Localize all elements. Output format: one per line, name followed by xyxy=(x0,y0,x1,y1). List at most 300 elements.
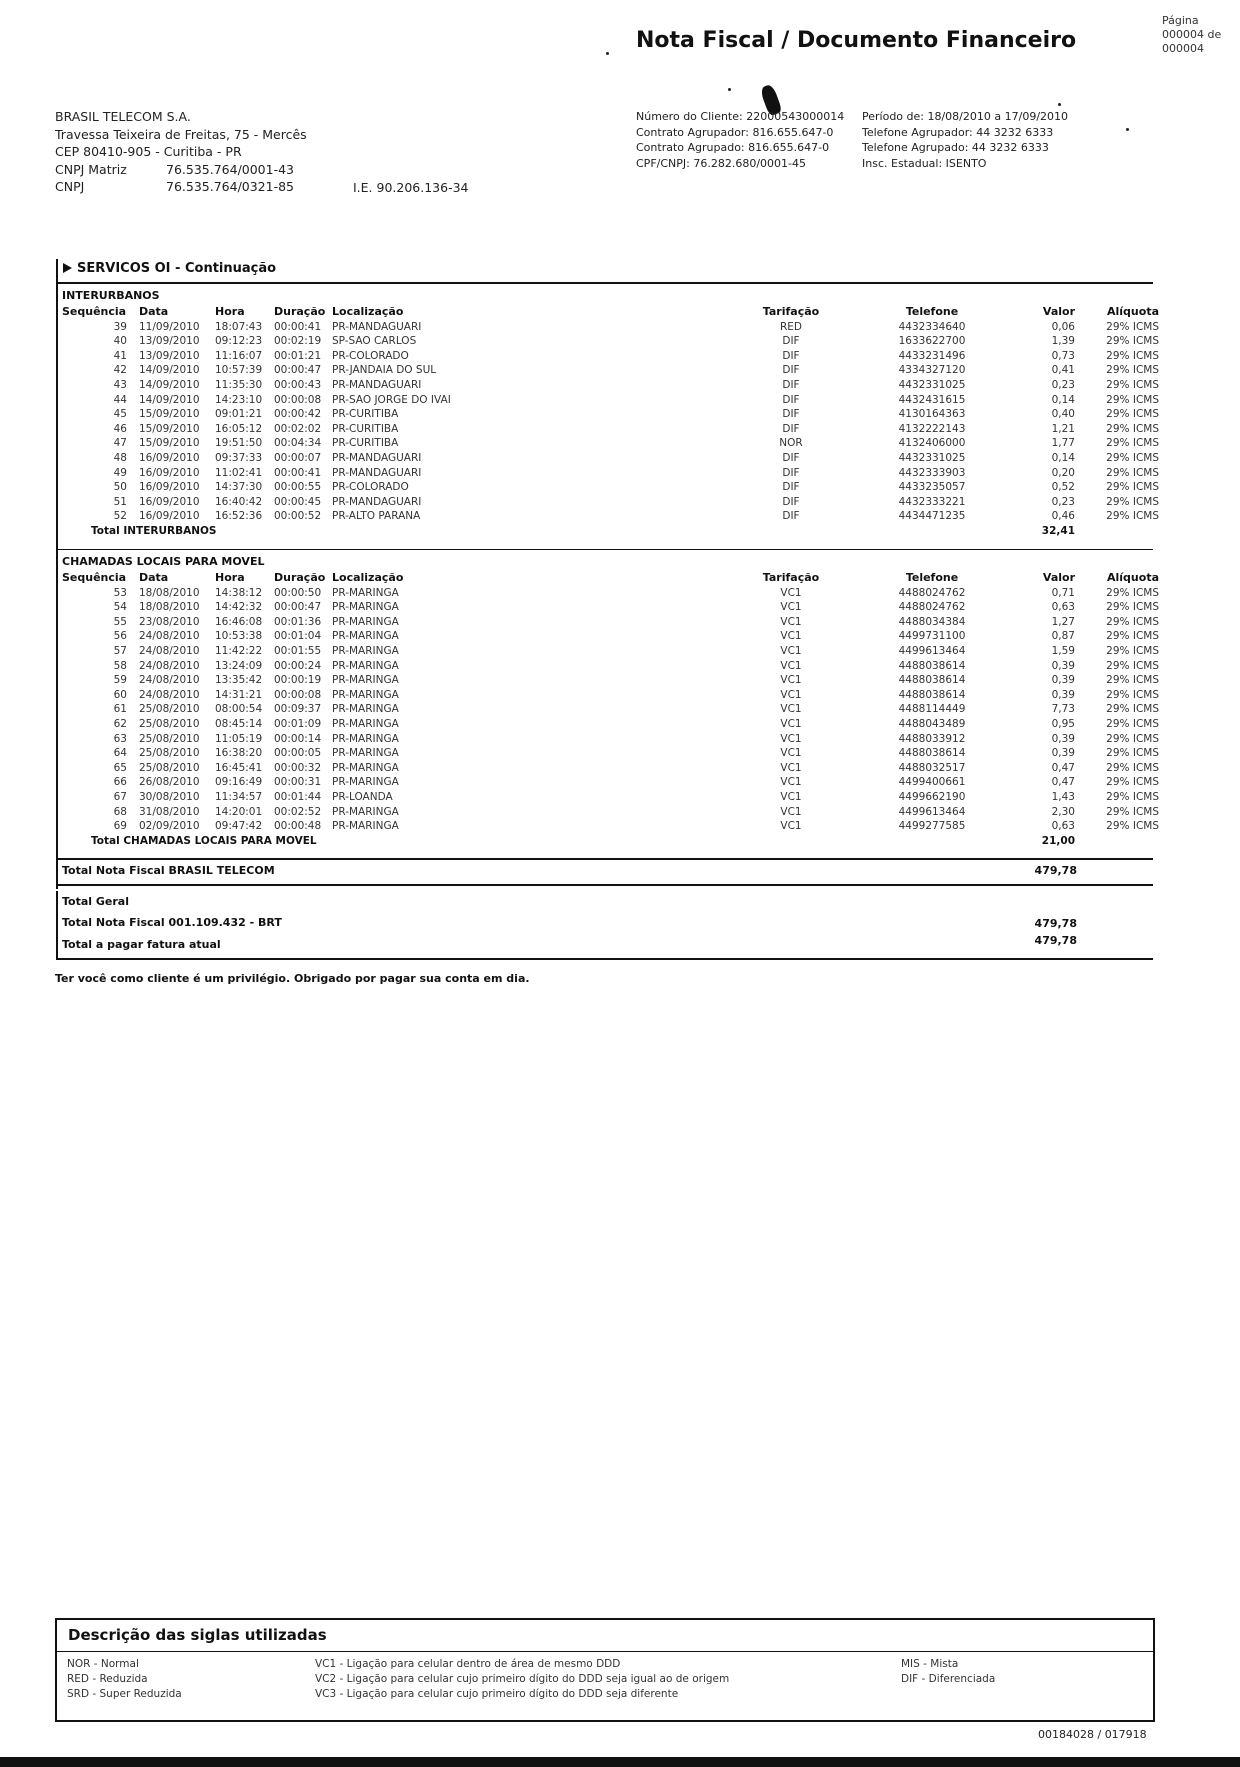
cell-sequencia: 45 xyxy=(113,408,127,421)
col-header-telefone: Telefone xyxy=(905,305,959,318)
cell-tarifacao: VC1 xyxy=(780,805,802,818)
company-cep: CEP 80410-905 - Curitiba - PR xyxy=(55,144,242,159)
cell-duracao: 00:02:52 xyxy=(274,805,322,818)
table-row xyxy=(62,775,1162,790)
cell-tarifacao: VC1 xyxy=(780,674,802,687)
cell-hora: 16:38:20 xyxy=(215,747,263,760)
cell-aliquota: 29% ICMS xyxy=(1106,422,1159,435)
cell-hora: 13:35:42 xyxy=(215,674,263,687)
cell-sequencia: 65 xyxy=(113,761,127,774)
cnpj-row xyxy=(55,178,307,196)
cell-telefone: 4432331025 xyxy=(898,451,966,464)
total-locais-movel-value: 21,00 xyxy=(1041,834,1075,847)
cell-localizacao: PR-MARINGA xyxy=(332,805,399,818)
total-nota-brt-label: Total Nota Fiscal BRASIL TELECOM xyxy=(62,864,275,877)
cell-hora: 11:05:19 xyxy=(215,732,263,745)
document-title: Nota Fiscal / Documento Financeiro xyxy=(636,28,1077,53)
cell-valor: 1,27 xyxy=(1051,615,1075,628)
cell-aliquota: 29% ICMS xyxy=(1106,437,1159,450)
table-row xyxy=(62,688,1162,703)
table-row xyxy=(62,732,1162,747)
legend-item: VC1 - Ligação para celular dentro de área de mesmo DDD xyxy=(315,1658,621,1670)
cell-telefone: 4132406000 xyxy=(898,437,966,450)
cell-localizacao: SP-SAO CARLOS xyxy=(332,335,417,348)
table-row xyxy=(62,629,1162,644)
col-header-sequencia: Sequência xyxy=(62,571,127,584)
table-header-row xyxy=(62,571,1162,586)
cell-hora: 19:51:50 xyxy=(215,437,263,450)
cell-localizacao: PR-MARINGA xyxy=(332,747,399,760)
col-header-sequencia: Sequência xyxy=(62,305,127,318)
cell-localizacao: PR-LOANDA xyxy=(332,790,393,803)
cell-sequencia: 51 xyxy=(113,495,127,508)
cell-aliquota: 29% ICMS xyxy=(1106,408,1159,421)
table-row xyxy=(62,746,1162,761)
cell-localizacao: PR-MARINGA xyxy=(332,776,399,789)
cell-telefone: 4488033912 xyxy=(898,732,966,745)
cell-aliquota: 29% ICMS xyxy=(1106,378,1159,391)
cell-sequencia: 44 xyxy=(113,393,127,406)
empty-cell xyxy=(1075,524,1162,539)
cell-data: 14/09/2010 xyxy=(139,393,200,406)
cell-valor: 0,63 xyxy=(1051,601,1075,614)
document-control-number: 00184028 / 017918 xyxy=(1038,1728,1147,1741)
cell-sequencia: 63 xyxy=(113,732,127,745)
col-header-duracao: Duração xyxy=(274,571,326,584)
cell-telefone: 4488038614 xyxy=(898,747,966,760)
cell-localizacao: PR-MARINGA xyxy=(332,820,399,833)
cell-sequencia: 41 xyxy=(113,349,127,362)
cell-localizacao: PR-COLORADO xyxy=(332,349,409,362)
cell-data: 26/08/2010 xyxy=(139,776,200,789)
cell-hora: 08:00:54 xyxy=(215,703,263,716)
total-interurbanos-value: 32,41 xyxy=(1041,524,1075,537)
cell-telefone: 4132222143 xyxy=(898,422,966,435)
cell-tarifacao: VC1 xyxy=(780,586,802,599)
cell-tarifacao: DIF xyxy=(782,451,800,464)
cell-valor: 0,63 xyxy=(1051,820,1075,833)
cell-telefone: 4432431615 xyxy=(898,393,966,406)
cell-valor: 0,73 xyxy=(1051,349,1075,362)
total-pagar-value: 479,78 xyxy=(1034,934,1077,947)
cell-telefone: 4488114449 xyxy=(898,703,966,716)
cell-hora: 14:42:32 xyxy=(215,601,263,614)
cell-duracao: 00:02:19 xyxy=(274,335,322,348)
cell-tarifacao: DIF xyxy=(782,510,800,523)
cell-telefone: 4433235057 xyxy=(898,481,966,494)
phone-grouper: Telefone Agrupador: 44 3232 6333 xyxy=(862,125,1054,139)
cell-hora: 08:45:14 xyxy=(215,717,263,730)
cell-localizacao: PR-MARINGA xyxy=(332,615,399,628)
cell-aliquota: 29% ICMS xyxy=(1106,364,1159,377)
cell-localizacao: PR-CURITIBA xyxy=(332,408,399,421)
cell-tarifacao: DIF xyxy=(782,481,800,494)
cell-aliquota: 29% ICMS xyxy=(1106,466,1159,479)
cell-valor: 0,40 xyxy=(1051,408,1075,421)
legend-item: DIF - Diferenciada xyxy=(901,1673,996,1685)
cell-valor: 1,43 xyxy=(1051,790,1075,803)
cell-localizacao: PR-MANDAGUARI xyxy=(332,451,422,464)
speck xyxy=(728,88,731,91)
cell-hora: 11:34:57 xyxy=(215,790,263,803)
cell-duracao: 00:02:02 xyxy=(274,422,322,435)
cell-telefone: 4488038614 xyxy=(898,659,966,672)
cell-duracao: 00:00:08 xyxy=(274,393,322,406)
cell-sequencia: 40 xyxy=(113,335,127,348)
cell-tarifacao: RED xyxy=(779,320,802,333)
summary-left-rule xyxy=(56,891,58,960)
phone-grouped: Telefone Agrupado: 44 3232 6333 xyxy=(862,141,1049,154)
cell-valor: 0,46 xyxy=(1051,510,1075,523)
page-label: Página xyxy=(1162,14,1199,27)
table-row xyxy=(62,586,1162,601)
cell-tarifacao: VC1 xyxy=(780,703,802,716)
col-header-data: Data xyxy=(139,571,169,584)
cell-hora: 13:24:09 xyxy=(215,659,263,672)
cell-duracao: 00:00:41 xyxy=(274,466,322,479)
cell-sequencia: 61 xyxy=(113,703,127,716)
cell-aliquota: 29% ICMS xyxy=(1106,495,1159,508)
cnpj-matriz-row xyxy=(55,161,307,179)
group-divider xyxy=(56,549,1153,550)
cell-sequencia: 47 xyxy=(113,437,127,450)
cell-aliquota: 29% ICMS xyxy=(1106,776,1159,789)
client-cpf-cnpj: CPF/CNPJ: 76.282.680/0001-45 xyxy=(636,156,806,170)
cnpj-label: CNPJ xyxy=(55,179,85,194)
cell-localizacao: PR-SAO JORGE DO IVAI xyxy=(332,393,451,406)
cell-valor: 0,52 xyxy=(1051,481,1075,494)
cell-tarifacao: DIF xyxy=(782,378,800,391)
col-header-aliquota: Alíquota xyxy=(1107,305,1159,318)
cell-aliquota: 29% ICMS xyxy=(1106,644,1159,657)
cell-data: 14/09/2010 xyxy=(139,378,200,391)
cell-localizacao: PR-MARINGA xyxy=(332,674,399,687)
cell-duracao: 00:01:55 xyxy=(274,644,322,657)
cell-telefone: 4499731100 xyxy=(898,630,966,643)
cell-aliquota: 29% ICMS xyxy=(1106,805,1159,818)
cell-data: 02/09/2010 xyxy=(139,820,200,833)
cell-sequencia: 56 xyxy=(113,630,127,643)
cell-hora: 16:05:12 xyxy=(215,422,263,435)
page-number: 000004 de xyxy=(1162,28,1222,41)
col-header-valor: Valor xyxy=(1042,571,1075,584)
cell-sequencia: 58 xyxy=(113,659,127,672)
cell-aliquota: 29% ICMS xyxy=(1106,790,1159,803)
cell-sequencia: 64 xyxy=(113,747,127,760)
cell-duracao: 00:01:36 xyxy=(274,615,322,628)
total-nota-bottom-rule xyxy=(56,884,1153,886)
table-row xyxy=(62,600,1162,615)
cell-duracao: 00:00:52 xyxy=(274,510,322,523)
cell-aliquota: 29% ICMS xyxy=(1106,335,1159,348)
cell-telefone: 4334327120 xyxy=(898,364,966,377)
cell-aliquota: 29% ICMS xyxy=(1106,586,1159,599)
cell-duracao: 00:00:55 xyxy=(274,481,322,494)
cell-localizacao: PR-MARINGA xyxy=(332,732,399,745)
cell-valor: 0,23 xyxy=(1051,495,1075,508)
company-address: Travessa Teixeira de Freitas, 75 - Mercês xyxy=(55,126,307,142)
cell-tarifacao: VC1 xyxy=(780,644,802,657)
cell-data: 31/08/2010 xyxy=(139,805,200,818)
cell-valor: 0,47 xyxy=(1051,776,1075,789)
cell-duracao: 00:00:24 xyxy=(274,659,322,672)
cell-sequencia: 49 xyxy=(113,466,127,479)
cell-telefone: 4432334640 xyxy=(898,320,966,333)
cell-data: 13/09/2010 xyxy=(139,349,200,362)
table-row xyxy=(62,805,1162,820)
cell-tarifacao: DIF xyxy=(782,349,800,362)
cell-localizacao: PR-MARINGA xyxy=(332,688,399,701)
cell-sequencia: 39 xyxy=(113,320,127,333)
cell-sequencia: 68 xyxy=(113,805,127,818)
legend-col-outros xyxy=(901,1657,995,1687)
cell-valor: 0,71 xyxy=(1051,586,1075,599)
cell-valor: 0,39 xyxy=(1051,674,1075,687)
cell-data: 11/09/2010 xyxy=(139,320,200,333)
cell-data: 24/08/2010 xyxy=(139,674,200,687)
cell-hora: 11:16:07 xyxy=(215,349,263,362)
total-geral-label: Total Geral xyxy=(62,895,129,908)
cell-valor: 0,06 xyxy=(1051,320,1075,333)
triangle-bullet-icon xyxy=(63,263,72,273)
state-registration: Insc. Estadual: ISENTO xyxy=(862,156,987,170)
cell-data: 25/08/2010 xyxy=(139,717,200,730)
cell-aliquota: 29% ICMS xyxy=(1106,320,1159,333)
cell-telefone: 4488032517 xyxy=(898,761,966,774)
locais-movel-table xyxy=(62,571,1162,848)
cell-aliquota: 29% ICMS xyxy=(1106,761,1159,774)
cell-hora: 10:57:39 xyxy=(215,364,263,377)
table-row xyxy=(62,509,1162,524)
cell-aliquota: 29% ICMS xyxy=(1106,451,1159,464)
cell-data: 24/08/2010 xyxy=(139,688,200,701)
cell-localizacao: PR-MANDAGUARI xyxy=(332,378,422,391)
cell-data: 25/08/2010 xyxy=(139,703,200,716)
total-nota-fiscal-value: 479,78 xyxy=(1034,917,1077,930)
cell-localizacao: PR-MARINGA xyxy=(332,630,399,643)
cell-data: 24/08/2010 xyxy=(139,644,200,657)
cell-data: 24/08/2010 xyxy=(139,630,200,643)
cell-sequencia: 43 xyxy=(113,378,127,391)
legend-divider xyxy=(57,1651,1153,1652)
client-number: Número do Cliente: 22000543000014 xyxy=(636,110,845,123)
col-header-telefone: Telefone xyxy=(905,571,959,584)
col-header-localizacao: Localização xyxy=(332,305,404,318)
thank-you-message: Ter você como cliente é um privilégio. Obrigado por pagar sua conta em dia. xyxy=(55,972,530,985)
col-header-valor: Valor xyxy=(1042,305,1075,318)
cell-valor: 0,39 xyxy=(1051,688,1075,701)
cell-telefone: 4434471235 xyxy=(898,510,966,523)
cell-telefone: 4488034384 xyxy=(898,615,966,628)
cell-hora: 14:20:01 xyxy=(215,805,263,818)
cell-data: 25/08/2010 xyxy=(139,761,200,774)
cell-tarifacao: VC1 xyxy=(780,732,802,745)
group-title-interurbanos: INTERURBANOS xyxy=(62,289,160,302)
cell-tarifacao: VC1 xyxy=(780,615,802,628)
cell-valor: 0,47 xyxy=(1051,761,1075,774)
cell-duracao: 00:00:47 xyxy=(274,601,322,614)
cell-hora: 11:42:22 xyxy=(215,644,263,657)
cell-hora: 09:12:23 xyxy=(215,335,263,348)
cell-tarifacao: VC1 xyxy=(780,659,802,672)
legend-item: RED - Reduzida xyxy=(67,1673,148,1685)
cell-telefone: 4488038614 xyxy=(898,688,966,701)
cell-valor: 1,39 xyxy=(1051,335,1075,348)
cell-duracao: 00:00:32 xyxy=(274,761,322,774)
table-row xyxy=(62,717,1162,732)
table-row xyxy=(62,466,1162,481)
cell-data: 18/08/2010 xyxy=(139,601,200,614)
cell-valor: 0,39 xyxy=(1051,732,1075,745)
cell-aliquota: 29% ICMS xyxy=(1106,601,1159,614)
cell-sequencia: 67 xyxy=(113,790,127,803)
cell-valor: 0,41 xyxy=(1051,364,1075,377)
cell-tarifacao: NOR xyxy=(779,437,803,450)
cell-data: 18/08/2010 xyxy=(139,586,200,599)
cell-tarifacao: VC1 xyxy=(780,688,802,701)
cell-localizacao: PR-MANDAGUARI xyxy=(332,466,422,479)
cell-aliquota: 29% ICMS xyxy=(1106,615,1159,628)
cell-aliquota: 29% ICMS xyxy=(1106,688,1159,701)
cnpj-matriz-value: 76.535.764/0001-43 xyxy=(166,161,295,177)
cell-data: 14/09/2010 xyxy=(139,364,200,377)
cell-duracao: 00:00:31 xyxy=(274,776,322,789)
inscricao-estadual: I.E. 90.206.136-34 xyxy=(353,180,469,195)
cell-valor: 2,30 xyxy=(1051,805,1075,818)
cell-duracao: 00:00:19 xyxy=(274,674,322,687)
cell-localizacao: PR-MARINGA xyxy=(332,644,399,657)
cell-tarifacao: VC1 xyxy=(780,761,802,774)
cell-duracao: 00:01:09 xyxy=(274,717,322,730)
cell-localizacao: PR-MANDAGUARI xyxy=(332,320,422,333)
cell-tarifacao: DIF xyxy=(782,335,800,348)
cell-data: 25/08/2010 xyxy=(139,732,200,745)
cell-tarifacao: VC1 xyxy=(780,747,802,760)
cell-sequencia: 60 xyxy=(113,688,127,701)
cell-valor: 1,21 xyxy=(1051,422,1075,435)
table-row xyxy=(62,451,1162,466)
cell-telefone: 4488024762 xyxy=(898,586,966,599)
table-row xyxy=(62,363,1162,378)
cell-duracao: 00:01:04 xyxy=(274,630,322,643)
cell-sequencia: 62 xyxy=(113,717,127,730)
cell-hora: 09:37:33 xyxy=(215,451,263,464)
cell-hora: 11:02:41 xyxy=(215,466,263,479)
cell-tarifacao: VC1 xyxy=(780,820,802,833)
col-header-tarifacao: Tarifação xyxy=(762,305,820,318)
col-header-hora: Hora xyxy=(215,571,245,584)
col-header-tarifacao: Tarifação xyxy=(762,571,820,584)
cell-localizacao: PR-MARINGA xyxy=(332,601,399,614)
cell-valor: 0,39 xyxy=(1051,747,1075,760)
cell-sequencia: 50 xyxy=(113,481,127,494)
table-row xyxy=(62,378,1162,393)
cell-localizacao: PR-CURITIBA xyxy=(332,437,399,450)
cell-hora: 14:23:10 xyxy=(215,393,263,406)
cell-aliquota: 29% ICMS xyxy=(1106,510,1159,523)
cell-sequencia: 69 xyxy=(113,820,127,833)
cell-telefone: 4488038614 xyxy=(898,674,966,687)
table-row xyxy=(62,436,1162,451)
legend-box xyxy=(55,1618,1155,1722)
cell-duracao: 00:00:08 xyxy=(274,688,322,701)
cell-sequencia: 42 xyxy=(113,364,127,377)
legend-col-tarifas xyxy=(67,1657,182,1702)
col-header-localizacao: Localização xyxy=(332,571,404,584)
cell-valor: 0,14 xyxy=(1051,393,1075,406)
total-nota-top-rule xyxy=(56,858,1153,860)
total-locais-movel-label: Total CHAMADAS LOCAIS PARA MOVEL xyxy=(91,834,317,847)
cell-hora: 14:37:30 xyxy=(215,481,263,494)
cell-localizacao: PR-MANDAGUARI xyxy=(332,495,422,508)
cell-tarifacao: VC1 xyxy=(780,630,802,643)
cell-duracao: 00:01:21 xyxy=(274,349,322,362)
cell-tarifacao: VC1 xyxy=(780,776,802,789)
cell-duracao: 00:00:47 xyxy=(274,364,322,377)
cell-sequencia: 46 xyxy=(113,422,127,435)
col-header-hora: Hora xyxy=(215,305,245,318)
cell-duracao: 00:00:07 xyxy=(274,451,322,464)
speck xyxy=(1058,103,1061,106)
cell-duracao: 00:09:37 xyxy=(274,703,322,716)
cell-data: 16/09/2010 xyxy=(139,466,200,479)
cell-telefone: 4499613464 xyxy=(898,805,966,818)
cell-data: 15/09/2010 xyxy=(139,408,200,421)
cell-aliquota: 29% ICMS xyxy=(1106,732,1159,745)
table-header-row xyxy=(62,305,1162,320)
cell-duracao: 00:01:44 xyxy=(274,790,322,803)
cell-data: 24/08/2010 xyxy=(139,659,200,672)
cell-hora: 18:07:43 xyxy=(215,320,263,333)
cell-hora: 09:16:49 xyxy=(215,776,263,789)
cell-sequencia: 53 xyxy=(113,586,127,599)
company-name: BRASIL TELECOM S.A. xyxy=(55,109,191,124)
cell-data: 15/09/2010 xyxy=(139,422,200,435)
cell-hora: 11:35:30 xyxy=(215,378,263,391)
contract-grouper: Contrato Agrupador: 816.655.647-0 xyxy=(636,125,834,139)
cell-telefone: 4130164363 xyxy=(898,408,966,421)
cell-tarifacao: DIF xyxy=(782,408,800,421)
cell-hora: 09:01:21 xyxy=(215,408,263,421)
cell-localizacao: PR-MARINGA xyxy=(332,703,399,716)
cell-valor: 0,23 xyxy=(1051,378,1075,391)
group-title-locais-movel: CHAMADAS LOCAIS PARA MOVEL xyxy=(62,555,265,568)
cell-localizacao: PR-ALTO PARANA xyxy=(332,510,421,523)
cell-duracao: 00:00:41 xyxy=(274,320,322,333)
cnpj-value: 76.535.764/0321-85 xyxy=(166,179,295,194)
cell-aliquota: 29% ICMS xyxy=(1106,349,1159,362)
cell-localizacao: PR-MARINGA xyxy=(332,586,399,599)
legend-item: VC3 - Ligação para celular cujo primeiro dígito do DDD seja diferente xyxy=(315,1688,679,1700)
cell-sequencia: 59 xyxy=(113,674,127,687)
cell-hora: 16:40:42 xyxy=(215,495,263,508)
page-total: 000004 xyxy=(1162,42,1204,55)
empty-cell xyxy=(1075,834,1162,849)
legend-item: NOR - Normal xyxy=(67,1658,139,1670)
cell-duracao: 00:00:05 xyxy=(274,747,322,760)
cell-aliquota: 29% ICMS xyxy=(1106,630,1159,643)
cell-localizacao: PR-CURITIBA xyxy=(332,422,399,435)
page-indicator xyxy=(1162,14,1221,56)
table-row xyxy=(62,422,1162,437)
cell-telefone: 1633622700 xyxy=(898,335,966,348)
cell-hora: 14:31:21 xyxy=(215,688,263,701)
section-heading-text: SERVICOS OI - Continuação xyxy=(77,261,277,276)
cell-data: 30/08/2010 xyxy=(139,790,200,803)
cell-hora: 16:52:36 xyxy=(215,510,263,523)
cell-telefone: 4488043489 xyxy=(898,717,966,730)
cell-localizacao: PR-MARINGA xyxy=(332,659,399,672)
